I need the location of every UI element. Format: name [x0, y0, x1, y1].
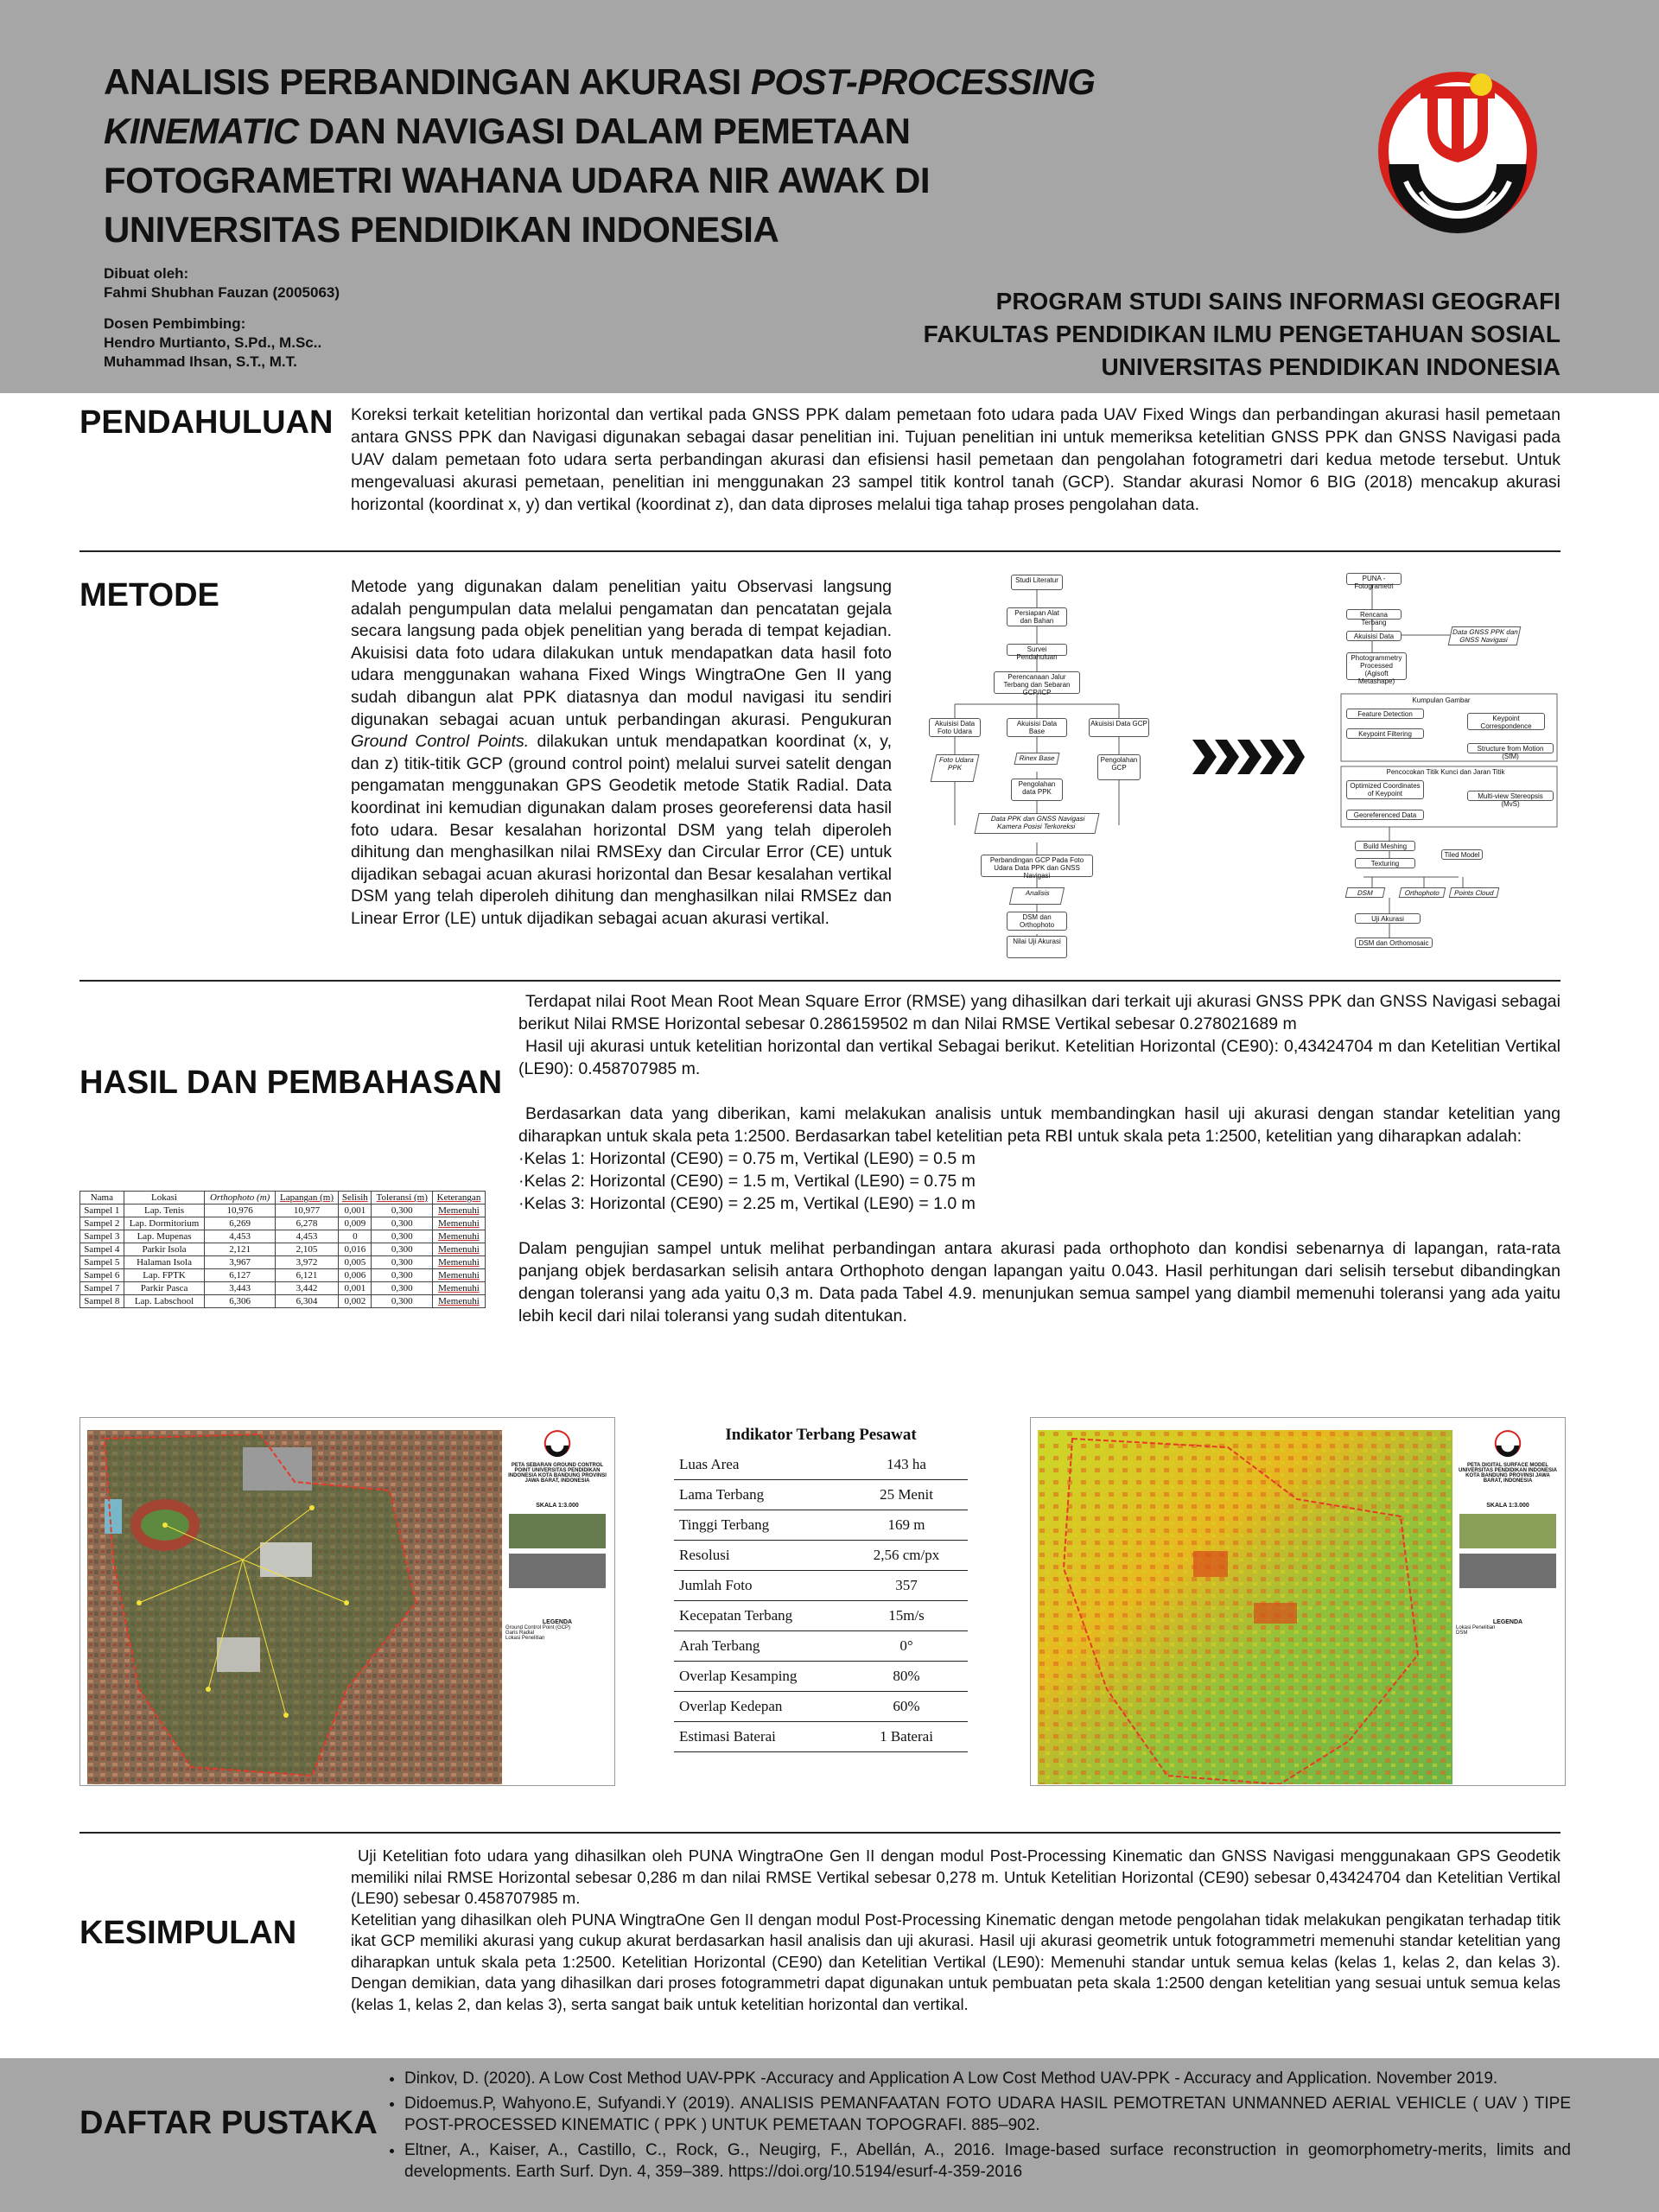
hasil-text	[518, 990, 1560, 1327]
divider	[79, 980, 1560, 982]
indicator-row	[674, 1510, 968, 1541]
table-header: Keterangan	[432, 1192, 485, 1205]
reference-list	[387, 2068, 1571, 2186]
table-cell: 2,121	[205, 1243, 275, 1256]
table-cell: Memenuhi	[432, 1269, 485, 1282]
flow1-node: Pengolahan GCP	[1097, 754, 1141, 780]
section-title-daftar-pustaka: DAFTAR PUSTAKA	[79, 2105, 378, 2141]
program-line-3: UNIVERSITAS PENDIDIKAN INDONESIA	[1101, 353, 1560, 380]
table-cell: 0,300	[372, 1269, 433, 1282]
table-cell: Memenuhi	[432, 1205, 485, 1217]
program-line-1: PROGRAM STUDI SAINS INFORMASI GEOGRAFI	[995, 288, 1560, 315]
table-cell: 6,269	[205, 1217, 275, 1230]
indicator-label: Overlap Kedepan	[679, 1698, 783, 1714]
poster-title: ANALISIS PERBANDINGAN AKURASI POST-PROCESSING KINEMATIC DAN NAVIGASI DALAM PEMETAAN FOTOGRAMETRI WAHANA UDARA NIR AWAK DI UNIVERSITAS PENDIDIKAN INDONESIA	[104, 61, 1096, 250]
table-cell: Sampel 4	[80, 1243, 124, 1256]
table-row	[80, 1282, 486, 1295]
reference-item: • Dinkov, D. (2020). A Low Cost Method UAV-PPK -Accuracy and Application A Low Cost Method UAV-PPK - Accuracy and Application. November 2019.	[404, 2068, 1571, 2089]
indicator-row	[674, 1631, 968, 1662]
indicator-row	[674, 1541, 968, 1571]
table-cell: 0,300	[372, 1295, 433, 1308]
table-cell: 0,300	[372, 1230, 433, 1243]
table-row	[80, 1256, 486, 1269]
metode-text: Metode yang digunakan dalam penelitian yaitu Observasi langsung adalah pengumpulan data melalui pengamatan dan pencatatan gejala secara langsung pada objek penelitian yang berada di tempat kejadian. Akuisisi data foto udara dilakukan untuk mendapatkan data hasil foto udara menggunakan wahana Fixed Wings WingtraOne Gen II yang sudah dibangun alat PPK diatasnya dan modul navigasi itu sendiri digunakan sebagai acuan untuk perbandingan akurasi. Pengukuran Ground Control Points. dilakukan untuk mendapatkan koordinat (x, y, dan z) titik-titik GCP (ground control point) melalui survei satelit dengan pengamatan menggunakan GPS Geodetik metode Statik Radial. Data koordinat ini kemudian digunakan dalam proses georeferensi data hasil foto udara. Besar kesalahan horizontal DSM yang telah diperoleh dihitung dan menghasilkan nilai RMSExy dan Circular Error (CE) untuk dijadikan sebagai acuan akurasi horizontal dan Besar kesalahan vertikal DSM yang telah diperoleh dihitung dan menghasilkan nilai RMSEz dan Linear Error (LE) untuk dijadikan sebagai acuan akurasi vertikal.	[351, 577, 892, 928]
flow1-node: Akuisisi Data GCP	[1089, 718, 1149, 737]
flow2-node: Pencocokan Titik Kunci dan Jaran Titik	[1363, 767, 1528, 778]
flow2-node: Texturing	[1355, 858, 1415, 868]
flowchart-research	[920, 566, 1162, 963]
indicator-value: 0°	[899, 1637, 913, 1654]
table-cell: 0,002	[339, 1295, 372, 1308]
flow2-node: Build Meshing	[1355, 841, 1415, 851]
indicator-row	[674, 1662, 968, 1692]
reference-item: • Didoemus.P, Wahyono.E, Sufyandi.Y (2019). ANALISIS PEMANFAATAN FOTO UDARA HASIL PEMOTRETAN UNMANNED AERIAL VEHICLE ( UAV ) TIPE POST-PROCESSED KINEMATIC ( PPK ) UNTUK PEMETAAN TOPOGRAFI. 885–902.	[404, 2093, 1571, 2136]
table-cell: 3,443	[205, 1282, 275, 1295]
flow2-node: PUNA - Fotogrametri	[1346, 573, 1402, 585]
flow1-node: Perbandingan GCP Pada Foto Udara Data PPK dan GNSS Navigasi	[981, 855, 1093, 877]
flow1-node: Akuisisi Data Base	[1007, 718, 1067, 737]
table-cell: 6,304	[275, 1295, 338, 1308]
flow1-node: Analisis	[1009, 887, 1065, 905]
table-cell: 3,442	[275, 1282, 338, 1295]
table-cell: Sampel 2	[80, 1217, 124, 1230]
chevron-arrows-icon	[1192, 736, 1305, 778]
table-cell: 10,976	[205, 1205, 275, 1217]
table-cell: 0,300	[372, 1282, 433, 1295]
flow1-node: Foto Udara PPK	[931, 754, 980, 782]
map-title: PETA DIGITAL SURFACE MODEL UNIVERSITAS PENDIDIKAN INDONESIA KOTA BANDUNG PROVINSI JAWA BARAT, INDONESIA	[1459, 1463, 1557, 1484]
indicator-label: Lama Terbang	[679, 1486, 765, 1503]
table-cell: Sampel 8	[80, 1295, 124, 1308]
table-cell: Lap. Labschool	[124, 1295, 205, 1308]
flow2-node: Structure from Motion (SfM)	[1467, 743, 1554, 753]
table-cell: Sampel 5	[80, 1256, 124, 1269]
map-sidebar	[1456, 1423, 1560, 1795]
kelas-1: ·Kelas 1: Horizontal (CE90) = 0.75 m, Vertikal (LE90) = 0.5 m	[518, 1149, 976, 1168]
program-line-2: FAKULTAS PENDIDIKAN ILMU PENGETAHUAN SOSIAL	[923, 321, 1560, 347]
indicator-label: Estimasi Baterai	[679, 1728, 776, 1745]
indicator-value: 25 Menit	[880, 1486, 933, 1503]
kesimpulan-p1: Uji Ketelitian foto udara yang dihasilkan oleh PUNA WingtraOne Gen II dengan modul Post-Processing Kinematic dan GNSS Navigasi menggunakaan GPS Geodetik memiliki nilai RMSE Horizontal sebesar 0,286 m dan nilai RMSE Vertikal sebesar 0,278 m. Untuk Ketelitian Horizontal (CE90) sebesar 0,43424704 dan Ketelitian Vertikal (LE90) sebesar 0.458707985 m.	[351, 1847, 1560, 1907]
program-block	[924, 285, 1560, 384]
indicator-value: 357	[895, 1577, 918, 1593]
flow1-node: Rinex Base	[1014, 753, 1060, 765]
flow1-node: Pengolahan data PPK	[1011, 779, 1063, 801]
map-sidebar	[505, 1423, 609, 1795]
table-cell: 0	[339, 1230, 372, 1243]
upi-logo-icon	[1376, 60, 1540, 238]
flow1-node: Studi Literatur	[1011, 575, 1063, 590]
dsm-raster	[1038, 1430, 1452, 1784]
indicator-label: Overlap Kesamping	[679, 1668, 798, 1684]
hasil-p2: Hasil uji akurasi untuk ketelitian horizontal dan vertikal Sebagai berikut. Ketelitian Horizontal (CE90): 0,43424704 m dan Ketelitian Vertikal (LE90): 0.458707985 m.	[518, 1037, 1560, 1078]
table-cell: 10,977	[275, 1205, 338, 1217]
upi-logo-icon	[1491, 1428, 1525, 1458]
table-header: Selisih	[339, 1192, 372, 1205]
table-cell: Halaman Isola	[124, 1256, 205, 1269]
section-title-hasil: HASIL DAN PEMBAHASAN	[79, 1065, 503, 1101]
legend-item: DSM	[1456, 1630, 1468, 1636]
table-cell: 0,001	[339, 1205, 372, 1217]
table-cell: Memenuhi	[432, 1230, 485, 1243]
flow1-node: Survei Pendahuluan	[1007, 644, 1067, 656]
flow2-node: Uji Akurasi	[1355, 913, 1421, 924]
flow2-node: Multi-view Stereopsis (MvS)	[1467, 791, 1554, 801]
flow2-node: Tiled Model	[1441, 849, 1483, 860]
table-cell: 0,006	[339, 1269, 372, 1282]
flight-indicator-table	[674, 1426, 968, 1752]
indicator-value: 2,56 cm/px	[873, 1547, 940, 1563]
table-cell: 6,306	[205, 1295, 275, 1308]
flow1-node: Nilai Uji Akurasi	[1007, 936, 1067, 958]
table-cell: Sampel 3	[80, 1230, 124, 1243]
indicator-label: Arah Terbang	[679, 1637, 760, 1654]
indicator-row	[674, 1692, 968, 1722]
map-title: PETA SEBARAN GROUND CONTROL POINT UNIVERSITAS PENDIDIKAN INDONESIA KOTA BANDUNG PROVINSI JAWA BARAT, INDONESIA	[508, 1463, 607, 1484]
table-cell: 6,278	[275, 1217, 338, 1230]
table-row	[80, 1295, 486, 1308]
indicator-value: 15m/s	[888, 1607, 925, 1624]
hasil-p1: Terdapat nilai Root Mean Root Mean Square Error (RMSE) yang dihasilkan dari terkait uji akurasi GNSS PPK dan GNSS Navigasi sebagai berikut Nilai RMSE Horizontal sebesar 0.286159502 m dan Nilai RMSE Vertikal sebesar 0.278021689 m	[518, 992, 1560, 1033]
kelas-2: ·Kelas 2: Horizontal (CE90) = 1.5 m, Vertikal (LE90) = 0.75 m	[518, 1172, 976, 1191]
table-row	[80, 1205, 486, 1217]
table-header: Lokasi	[124, 1192, 205, 1205]
flow2-node: Akuisisi Data	[1346, 631, 1402, 641]
table-cell: 0,016	[339, 1243, 372, 1256]
table-cell: Memenuhi	[432, 1295, 485, 1308]
flow2-node: Rencana Terbang	[1346, 609, 1402, 620]
flow1-node: Persiapan Alat dan Bahan	[1007, 607, 1067, 626]
indicator-row	[674, 1601, 968, 1631]
table-cell: 6,121	[275, 1269, 338, 1282]
author-name: Fahmi Shubhan Fauzan (2005063)	[104, 284, 340, 301]
table-header-row	[80, 1192, 486, 1205]
table-cell: 2,105	[275, 1243, 338, 1256]
section-title-metode: METODE	[79, 577, 219, 613]
indicator-value: 80%	[893, 1668, 920, 1684]
table-cell: Lap. Mupenas	[124, 1230, 205, 1243]
indicator-label: Luas Area	[679, 1456, 740, 1472]
indicator-label: Kecepatan Terbang	[679, 1607, 793, 1624]
table-cell: 0,001	[339, 1282, 372, 1295]
flow2-node: Keypoint Correspondence	[1467, 713, 1545, 730]
table-cell: Lap. FPTK	[124, 1269, 205, 1282]
table-cell: Memenuhi	[432, 1243, 485, 1256]
flow1-node: Perencanaan Jalur Terbang dan Sebaran GCP/ICP	[994, 671, 1080, 694]
map-scale: SKALA 1:3.000	[536, 1503, 579, 1509]
table-row	[80, 1230, 486, 1243]
table-cell: Sampel 1	[80, 1205, 124, 1217]
table-cell: Sampel 7	[80, 1282, 124, 1295]
legend-item: Lokasi Penelitian	[505, 1636, 545, 1641]
table-row	[80, 1243, 486, 1256]
table-header: Nama	[80, 1192, 124, 1205]
flow2-node: Kumpulan Gambar	[1389, 696, 1493, 706]
indicator-value: 1 Baterai	[880, 1728, 933, 1745]
divider	[79, 1832, 1560, 1834]
map-legend-title: LEGENDA	[542, 1619, 573, 1625]
table-header: Toleransi (m)	[372, 1192, 433, 1205]
table-cell: 0,300	[372, 1256, 433, 1269]
authors-block	[104, 264, 340, 372]
flowchart-photogrammetry	[1338, 566, 1564, 955]
table-cell: Lap. Dormitorium	[124, 1217, 205, 1230]
table-cell: 3,967	[205, 1256, 275, 1269]
advisor-1: Hendro Murtianto, S.Pd., M.Sc..	[104, 334, 322, 351]
indicator-value: 169 m	[887, 1516, 925, 1533]
indicator-row	[674, 1571, 968, 1601]
table-cell: 3,972	[275, 1256, 338, 1269]
flow2-node: Photogrammetry Processed (Agisoft Metashape)	[1346, 652, 1407, 680]
indicator-value: 143 ha	[887, 1456, 926, 1472]
indicator-row	[674, 1722, 968, 1752]
legend-item: Ground Control Point (GCP)	[505, 1625, 571, 1630]
table-cell: 6,127	[205, 1269, 275, 1282]
kesimpulan-p2: Ketelitian yang dihasilkan oleh PUNA WingtraOne Gen II dengan modul Post-Processing Kinematic dengan metode pengolahan tidak melakukan pengikatan terhadap titik ikat GCP memiliki akurasi yang cukup akurat berdasarkan hasil analisis dan uji akurasi. Hasil uji akurasi geometrik untuk fotogrammetri memenuhi standar ketelitian yang diharapkan untuk skala peta 1:2500. Ketelitian Horizontal (CE90) dan Ketelitian Vertikal (LE90): Memenuhi standar untuk semua kelas (kelas 1, kelas 2, dan kelas 3). Dengan demikian, data yang dihasilkan dari proses fotogrammetri dapat digunakan untuk pembuatan peta skala 1:2500 dengan ketelitian yang sesuai untuk semua kelas (kelas 1, kelas 2, dan kelas 3), serta sangat baik untuk ketelitian horizontal dan vertikal.	[351, 1910, 1560, 2013]
flow2-node: Feature Detection	[1346, 709, 1424, 719]
divider	[79, 550, 1560, 552]
table-cell: Memenuhi	[432, 1217, 485, 1230]
indicator-row	[674, 1480, 968, 1510]
table-header: Orthophoto (m)	[205, 1192, 275, 1205]
table-cell: 0,005	[339, 1256, 372, 1269]
flow2-node: Data GNSS PPK dan GNSS Navigasi	[1448, 626, 1522, 645]
table-row	[80, 1269, 486, 1282]
flow2-node: DSM dan Orthomosaic	[1355, 938, 1433, 948]
section-title-pendahuluan: PENDAHULUAN	[79, 404, 334, 441]
table-cell: Memenuhi	[432, 1282, 485, 1295]
flow2-node: Keypoint Filtering	[1346, 728, 1424, 739]
made-by-label: Dibuat oleh:	[104, 265, 189, 282]
pendahuluan-text: Koreksi terkait ketelitian horizontal dan vertikal pada GNSS PPK dalam pemetaan foto udara pada UAV Fixed Wings dan perbandingan akurasi hasil pemetaan antara GNSS PPK dan Navigasi digunakan sebagai dasar penelitian ini. Tujuan penelitian ini untuk memeriksa ketelitian GNSS PPK dan GNSS Navigasi pada UAV dalam pemetaan foto udara serta perbandingan akurasi dan efisiensi hasil pemetaan dan pengolahan fotogrametri dari kedua metode tersebut. Untuk mengevaluasi akurasi pemetaan, penelitian ini menggunakan 23 sampel titik kontrol tanah (GCP). Standar akurasi Nomor 6 BIG (2018) mencakup akurasi horizontal (koordinat x, y) dan vertikal (koordinat z), dan data diproses melalui tiga tahap proses pengolahan data.	[351, 405, 1560, 514]
gcp-aerial-photo	[87, 1430, 502, 1784]
table-cell: Sampel 6	[80, 1269, 124, 1282]
table-cell: 0,300	[372, 1243, 433, 1256]
hasil-p4: Dalam pengujian sampel untuk melihat perbandingan antara akurasi pada orthophoto dan kondisi sebenarnya di lapangan, rata-rata panjang objek berdasarkan selisih antara Orthophoto dengan lapangan yaitu 0.043. Hasil perhitungan dari selisih tersebut dibandingkan dengan toleransi yang ada yaitu 0,3 m. Data pada Tabel 4.9. menunjukan semua sampel yang diambil memenuhi toleransi yang ada yaitu lebih kecil dari nilai toleransi yang sudah ditentukan.	[518, 1239, 1560, 1325]
indicator-label: Tinggi Terbang	[679, 1516, 770, 1533]
table-cell: 4,453	[275, 1230, 338, 1243]
legend-item: Garis Radial	[505, 1630, 535, 1636]
flow1-node: Data PPK dan GNSS Navigasi Kamera Posisi Terkoreksi	[974, 813, 1099, 834]
table-cell: Lap. Tenis	[124, 1205, 205, 1217]
upi-logo-icon	[540, 1428, 575, 1458]
table-cell: Parkir Pasca	[124, 1282, 205, 1295]
table-cell: Memenuhi	[432, 1256, 485, 1269]
sample-table	[79, 1191, 486, 1308]
table-cell: Parkir Isola	[124, 1243, 205, 1256]
hasil-p3: Berdasarkan data yang diberikan, kami melakukan analisis untuk membandingkan hasil uji akurasi dengan standar ketelitian yang diharapkan untuk skala peta 1:2500. Berdasarkan tabel ketelitian peta RBI untuk skala peta 1:2500, ketelitian yang diharapkan adalah:	[518, 1104, 1560, 1146]
dsm-map	[1030, 1417, 1566, 1786]
flow1-node: DSM dan Orthophoto	[1007, 912, 1067, 931]
table-cell: 0,300	[372, 1205, 433, 1217]
indicator-label: Resolusi	[679, 1547, 730, 1563]
advisor-2: Muhammad Ihsan, S.T., M.T.	[104, 353, 297, 370]
flow2-node: Orthophoto	[1399, 887, 1446, 898]
table-cell: 4,453	[205, 1230, 275, 1243]
advisor-label: Dosen Pembimbing:	[104, 315, 246, 332]
table-cell: 0,009	[339, 1217, 372, 1230]
table-header: Lapangan (m)	[275, 1192, 338, 1205]
flow2-node: Points Cloud	[1449, 887, 1500, 898]
legend-item: Lokasi Penelitian	[1456, 1625, 1496, 1630]
flow2-node: Optimized Coordinates of Keypoint	[1346, 780, 1424, 799]
indicator-row	[674, 1450, 968, 1480]
indicator-label: Jumlah Foto	[679, 1577, 753, 1593]
flow2-node: DSM	[1345, 887, 1386, 898]
gcp-map	[79, 1417, 615, 1786]
flow1-node: Akuisisi Data Foto Udara	[929, 718, 981, 737]
map-scale: SKALA 1:3.000	[1486, 1503, 1529, 1509]
reference-item: • Eltner, A., Kaiser, A., Castillo, C., Rock, G., Neugirg, F., Abellán, A., 2016. Image-based surface reconstruction in geomorphometry-merits, limits and developments. Earth Surf. Dyn. 4, 359–389. https://doi.org/10.5194/esurf-4-359-2016	[404, 2139, 1571, 2183]
indicator-title: Indikator Terbang Pesawat	[725, 1426, 917, 1444]
table-row	[80, 1217, 486, 1230]
map-legend-title: LEGENDA	[1492, 1619, 1523, 1625]
kesimpulan-text	[351, 1846, 1560, 2015]
table-cell: 0,300	[372, 1217, 433, 1230]
indicator-value: 60%	[893, 1698, 920, 1714]
kelas-3: ·Kelas 3: Horizontal (CE90) = 2.25 m, Vertikal (LE90) = 1.0 m	[518, 1194, 976, 1213]
flow2-node: Georeferenced Data	[1346, 810, 1424, 820]
section-title-kesimpulan: KESIMPULAN	[79, 1915, 297, 1951]
